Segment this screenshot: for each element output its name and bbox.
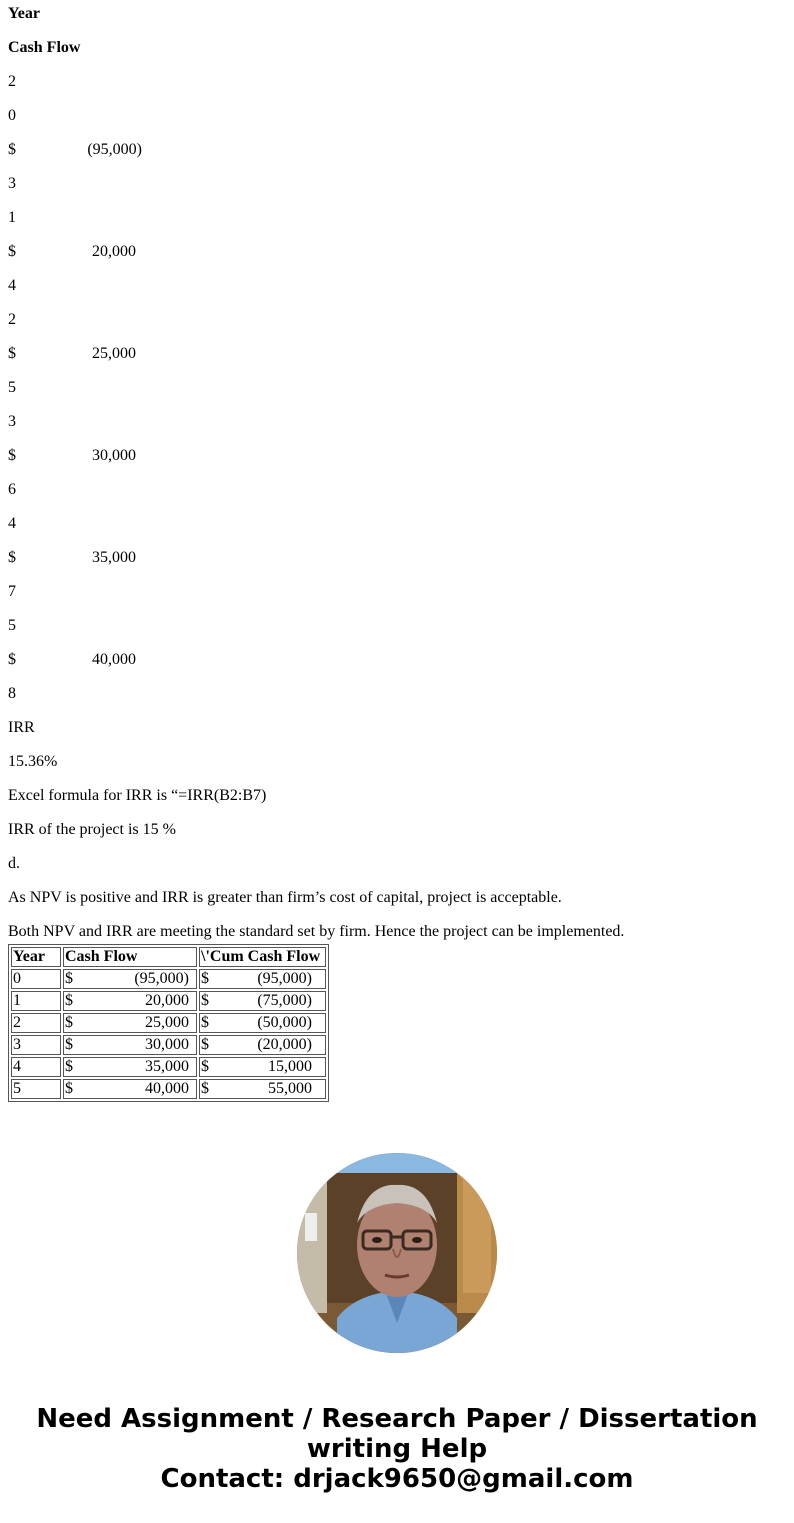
cum-cash-flow-cell [199, 1057, 326, 1077]
cum-cash-flow-cell [199, 1013, 326, 1033]
currency-symbol: $ [8, 141, 16, 158]
currency-symbol: $ [201, 1080, 209, 1097]
cash-flow-cell [63, 1057, 197, 1077]
table-row [11, 1079, 326, 1099]
irr-statement: IRR of the project is 15 % [8, 821, 176, 838]
table-row [11, 1035, 326, 1055]
irr-value: 15.36% [8, 753, 58, 770]
year-cell: 3 [11, 1035, 61, 1055]
contact-banner [0, 1404, 794, 1494]
currency-symbol: $ [65, 1014, 73, 1031]
cash-flow-amount: 30,000 [145, 1036, 189, 1053]
year-cell: 0 [11, 969, 61, 989]
cash-flow-heading: Cash Flow [8, 39, 81, 56]
year-value: 1 [8, 209, 16, 226]
row-number: 6 [8, 481, 16, 498]
cash-flow-value: 25,000 [92, 345, 136, 362]
banner-line: writing Help [306, 1434, 488, 1464]
currency-symbol: $ [65, 1080, 73, 1097]
currency-symbol: $ [65, 1036, 73, 1053]
cum-cash-flow-amount: (50,000) [257, 1014, 312, 1031]
conclusion-text: Both NPV and IRR are meeting the standard set by firm. Hence the project can be implemented. [8, 923, 625, 940]
cash-flow-amount: 40,000 [145, 1080, 189, 1097]
currency-symbol: $ [201, 992, 209, 1009]
cum-cash-flow-amount: 55,000 [268, 1080, 312, 1097]
table-row [11, 1013, 326, 1033]
currency-symbol: $ [8, 651, 16, 668]
cum-cash-flow-cell [199, 1035, 326, 1055]
cum-cash-flow-cell [199, 969, 326, 989]
year-value: 3 [8, 413, 16, 430]
year-value: 2 [8, 311, 16, 328]
irr-label: IRR [8, 719, 35, 736]
currency-symbol: $ [8, 243, 16, 260]
row-number: 4 [8, 277, 16, 294]
currency-symbol: $ [201, 1014, 209, 1031]
row-number: 2 [8, 73, 16, 90]
currency-symbol: $ [8, 447, 16, 464]
year-heading: Year [8, 5, 40, 22]
cash-flow-line [8, 136, 786, 170]
cash-flow-line [8, 544, 786, 578]
banner-line: Need Assignment / Research Paper / Dissertation [36, 1404, 758, 1434]
currency-symbol: $ [65, 992, 73, 1009]
table-header-row [11, 947, 326, 967]
table-row [11, 991, 326, 1011]
cum-cash-flow-cell [199, 991, 326, 1011]
cum-cash-flow-amount: 15,000 [268, 1058, 312, 1075]
cash-flow-amount: 25,000 [145, 1014, 189, 1031]
cash-flow-cell [63, 1013, 197, 1033]
currency-symbol: $ [201, 1036, 209, 1053]
cash-flow-amount: (95,000) [134, 970, 189, 987]
excel-formula-text: Excel formula for IRR is “=IRR(B2:B7) [8, 787, 267, 804]
year-cell: 2 [11, 1013, 61, 1033]
conclusion-text: As NPV is positive and IRR is greater than firm’s cost of capital, project is acceptable. [8, 889, 562, 906]
row-number: 3 [8, 175, 16, 192]
cumulative-cash-flow-table [8, 944, 329, 1102]
cash-flow-value: 40,000 [92, 651, 136, 668]
currency-symbol: $ [65, 1058, 73, 1075]
cash-flow-amount: 35,000 [145, 1058, 189, 1075]
year-cell: 1 [11, 991, 61, 1011]
column-header-year: Year [11, 947, 61, 967]
year-value: 4 [8, 515, 16, 532]
year-value: 5 [8, 617, 16, 634]
cash-flow-cell [63, 1035, 197, 1055]
currency-symbol: $ [65, 970, 73, 987]
cum-cash-flow-cell [199, 1079, 326, 1099]
cash-flow-value: 30,000 [92, 447, 136, 464]
avatar [297, 1153, 497, 1353]
cash-flow-cell [63, 1079, 197, 1099]
column-header-cash-flow: Cash Flow [63, 947, 197, 967]
cash-flow-cell [63, 969, 197, 989]
cash-flow-line [8, 442, 786, 476]
cash-flow-value: 20,000 [92, 243, 136, 260]
cum-cash-flow-amount: (75,000) [257, 992, 312, 1009]
cash-flow-cell [63, 991, 197, 1011]
column-header-cum-cash-flow: \'Cum Cash Flow [199, 947, 326, 967]
table-row [11, 1057, 326, 1077]
table-row [11, 969, 326, 989]
cash-flow-line [8, 238, 786, 272]
cum-cash-flow-amount: (20,000) [257, 1036, 312, 1053]
cash-flow-line [8, 340, 786, 374]
currency-symbol: $ [201, 1058, 209, 1075]
cash-flow-amount: 20,000 [145, 992, 189, 1009]
currency-symbol: $ [8, 549, 16, 566]
row-number: 5 [8, 379, 16, 396]
avatar-portrait-image [297, 1153, 497, 1353]
cash-flow-line [8, 646, 786, 680]
year-cell: 5 [11, 1079, 61, 1099]
cash-flow-value: 35,000 [92, 549, 136, 566]
year-cell: 4 [11, 1057, 61, 1077]
contact-email-line: Contact: drjack9650@gmail.com [160, 1464, 634, 1494]
cash-flow-value: (95,000) [87, 141, 142, 158]
currency-symbol: $ [8, 345, 16, 362]
part-d-label: d. [8, 855, 20, 872]
row-number: 8 [8, 685, 16, 702]
currency-symbol: $ [201, 970, 209, 987]
row-number: 7 [8, 583, 16, 600]
cum-cash-flow-amount: (95,000) [257, 970, 312, 987]
year-value: 0 [8, 107, 16, 124]
